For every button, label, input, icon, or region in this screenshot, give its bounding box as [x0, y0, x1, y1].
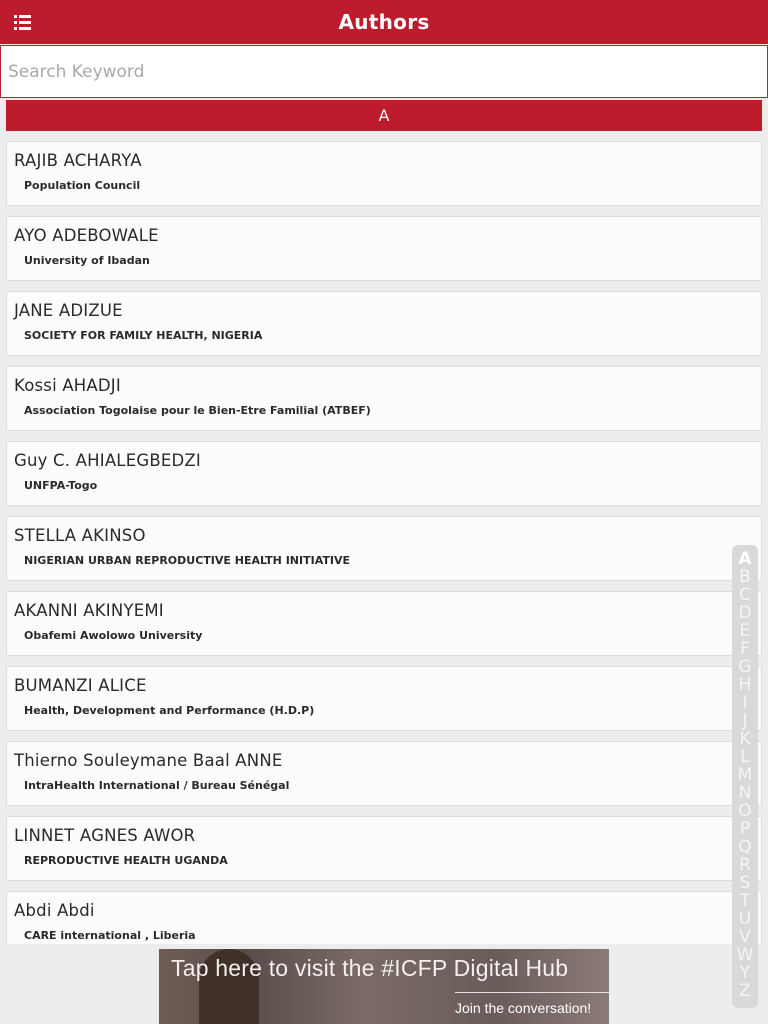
author-item[interactable]: [6, 441, 762, 506]
index-letter-a[interactable]: A: [738, 549, 752, 569]
index-letter-h[interactable]: H: [738, 675, 752, 695]
index-letter-c[interactable]: C: [739, 585, 751, 605]
search-input[interactable]: [1, 46, 767, 97]
nav-bar: [0, 0, 768, 44]
author-item[interactable]: [6, 291, 762, 356]
author-organization: SOCIETY FOR FAMILY HEALTH, NIGERIA: [24, 329, 263, 342]
index-letter-u[interactable]: U: [738, 909, 752, 929]
icfp-hub-banner[interactable]: [159, 949, 609, 1024]
index-letter-f[interactable]: F: [740, 639, 750, 659]
author-name: JANE ADIZUE: [14, 301, 123, 320]
index-letter-g[interactable]: G: [738, 657, 752, 677]
index-letter-z[interactable]: Z: [739, 981, 751, 1001]
author-list[interactable]: [6, 141, 762, 947]
banner-divider: [455, 992, 609, 993]
index-letter-p[interactable]: P: [739, 819, 751, 839]
section-header: [6, 100, 762, 131]
index-letter-q[interactable]: Q: [738, 837, 752, 857]
author-item[interactable]: [6, 816, 762, 881]
author-item[interactable]: [6, 516, 762, 581]
author-organization: University of Ibadan: [24, 254, 150, 267]
index-letter-s[interactable]: S: [739, 873, 751, 893]
index-letter-e[interactable]: E: [739, 621, 751, 641]
author-item[interactable]: [6, 741, 762, 806]
author-name: Abdi Abdi: [14, 901, 95, 920]
author-organization: Obafemi Awolowo University: [24, 629, 203, 642]
author-name: STELLA AKINSO: [14, 526, 146, 545]
author-organization: Association Togolaise pour le Bien-Etre Familial (ATBEF): [24, 404, 371, 417]
author-organization: Population Council: [24, 179, 141, 192]
author-name: BUMANZI ALICE: [14, 676, 147, 695]
index-letter-i[interactable]: I: [742, 693, 748, 713]
index-letter-m[interactable]: M: [737, 765, 753, 785]
index-letter-v[interactable]: V: [739, 927, 751, 947]
author-name: AYO ADEBOWALE: [14, 226, 159, 245]
author-organization: UNFPA-Togo: [24, 479, 98, 492]
author-organization: IntraHealth International / Bureau Sénégal: [24, 779, 290, 792]
search-box: [0, 45, 768, 98]
list-menu-icon[interactable]: [14, 9, 42, 35]
index-letter-j[interactable]: J: [742, 711, 748, 731]
author-name: LINNET AGNES AWOR: [14, 826, 196, 845]
index-letter-o[interactable]: O: [738, 801, 752, 821]
index-letter-w[interactable]: W: [736, 945, 754, 965]
banner-headline: Tap here to visit the #ICFP Digital Hub: [171, 955, 569, 981]
author-item[interactable]: [6, 666, 762, 731]
index-letter-r[interactable]: R: [739, 855, 751, 875]
index-letter-l[interactable]: L: [740, 747, 750, 767]
index-letter-t[interactable]: T: [739, 891, 751, 911]
author-organization: NIGERIAN URBAN REPRODUCTIVE HEALTH INITIATIVE: [24, 554, 350, 567]
index-letter-y[interactable]: Y: [739, 963, 751, 983]
author-item[interactable]: [6, 591, 762, 659]
author-name: Kossi AHADJI: [14, 376, 121, 395]
section-letter: A: [378, 106, 390, 125]
author-item[interactable]: [6, 141, 762, 206]
author-organization: CARE international , Liberia: [24, 929, 196, 942]
index-letter-n[interactable]: N: [738, 783, 752, 803]
author-name: Guy C. AHIALEGBEDZI: [14, 451, 201, 470]
author-item[interactable]: [6, 216, 762, 281]
author-organization: Health, Development and Performance (H.D.P): [24, 704, 315, 717]
author-name: RAJIB ACHARYA: [14, 151, 142, 170]
index-letter-b[interactable]: B: [739, 567, 751, 587]
index-letter-d[interactable]: D: [738, 603, 752, 623]
alphabet-index[interactable]: [732, 545, 758, 1008]
author-item[interactable]: [6, 366, 762, 431]
banner-subtext: Join the conversation!: [455, 1000, 592, 1016]
author-item[interactable]: [6, 891, 762, 947]
author-organization: REPRODUCTIVE HEALTH UGANDA: [24, 854, 228, 867]
author-name: Thierno Souleymane Baal ANNE: [14, 751, 283, 770]
page-title: Authors: [338, 10, 430, 34]
author-name: AKANNI AKINYEMI: [14, 601, 164, 620]
index-letter-k[interactable]: K: [739, 729, 751, 749]
